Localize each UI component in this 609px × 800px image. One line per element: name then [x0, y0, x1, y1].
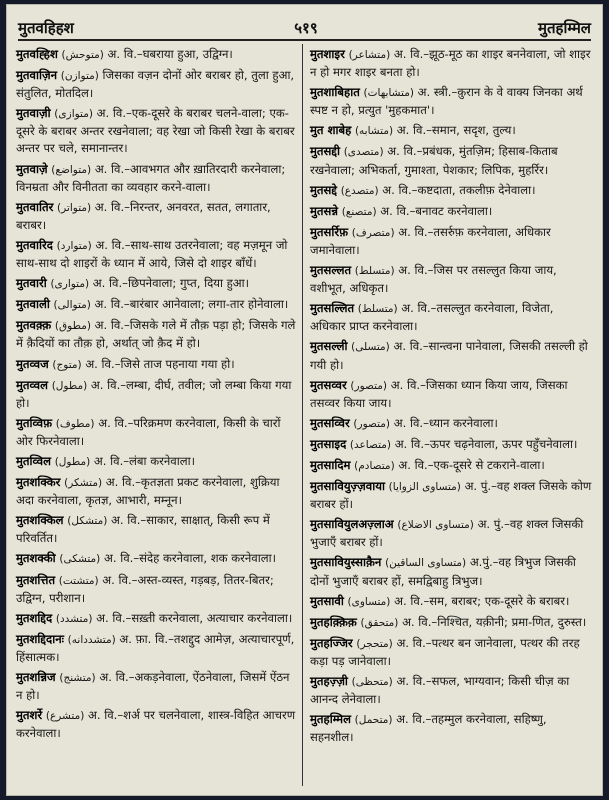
definition: अ. वि.–बनावट करनेवाला।: [380, 203, 493, 218]
dictionary-entry: [16, 377, 298, 412]
headword: मुतसल्ली: [310, 339, 348, 354]
definition: अ. वि.–परिक्रमण करनेवाला, किसी के चारों ओर फिरनेवाला।: [16, 415, 281, 448]
urdu-spelling: (متساوی الساقین): [385, 557, 467, 570]
urdu-spelling: (متواضع): [51, 163, 92, 176]
headword: मुतहज़्ज़ी: [310, 674, 348, 688]
urdu-spelling: (متصاعد): [349, 438, 392, 451]
dictionary-entry: [310, 711, 592, 746]
headword: मुतसन्ने: [310, 203, 338, 218]
urdu-spelling: (مطوف): [55, 417, 95, 430]
definition: अ. वि.–समान, सदृश, तुल्य।: [396, 123, 516, 138]
definition: अ. वि.–सान्त्वना पानेवाला, जिसकी तसल्ली हो गयी हो।: [310, 339, 588, 372]
definition: अ. वि.–सम, बराबर; एक-दूसरे के बराबर।: [394, 593, 570, 608]
definition: अ. वि.–ऊपर चढ़नेवाला, ऊपर पहुँचनेवाला।: [394, 436, 578, 451]
dictionary-entry: [16, 46, 298, 64]
definition: अ. वि.–शर्अ पर चलनेवाला, शास्त्र-विहित आचरण करनेवाला।: [16, 708, 296, 741]
dictionary-page: [6, 4, 603, 796]
headword: मुतसादिम: [310, 457, 351, 472]
headword: मुतहम्मिल: [310, 712, 351, 727]
dictionary-entry: [310, 673, 592, 708]
headword: मुतसद्दे: [310, 182, 337, 197]
definition: अ. वि.–आवभगत और ख़ातिरदारी करनेवाला; विनम्रता और विनीतता का व्यवहार करने-वाला।: [16, 161, 286, 194]
definition: अ. वि.–साकार, साक्षात्, किसी रूप में परिवर्तित।: [16, 513, 270, 546]
dictionary-entry: [310, 143, 592, 178]
definition: अ. पुं.–वह शक्ल जिसके कोण बराबर हों।: [310, 479, 592, 512]
headword: मुतशाइर: [310, 47, 345, 61]
dictionary-entry: [310, 338, 592, 373]
headword: मुतवाली: [16, 297, 50, 312]
definition: अ. वि.–लम्बा, दीर्घ, तवील; जो लम्बा किया गया हो।: [16, 377, 292, 410]
definition: अ. वि.–घबराया हुआ, उद्विग्न।: [107, 47, 233, 61]
dictionary-entry: [310, 516, 592, 551]
headword: मुतशर्रे: [16, 708, 43, 723]
urdu-spelling: (متسلی): [351, 341, 390, 354]
headword: मुतशद्दिद: [16, 610, 53, 625]
urdu-spelling: (متسلط): [357, 303, 398, 316]
definition: अ. वि.–कृतज्ञता प्रकट करनेवाला, शुक्रिया अदा करनेवाला, कृतज्ञ, आभारी, मम्नून।: [16, 475, 280, 508]
definition: अ. वि.–जिसका ध्यान किया जाय, जिसका तसव्वर किया जाय।: [310, 377, 568, 410]
urdu-spelling: (متحظی): [351, 676, 393, 688]
dictionary-entry: [310, 262, 592, 297]
urdu-spelling: (متشنج): [59, 672, 96, 684]
dictionary-entry: [310, 203, 592, 221]
headword: मुतसाइद: [310, 436, 347, 451]
headword: मुतसव्विर: [310, 415, 350, 430]
column-divider: [302, 44, 303, 786]
urdu-spelling: (متوحش): [61, 49, 104, 61]
definition: अ. वि.–जिसे ताज पहनाया गया हो।: [85, 356, 235, 371]
urdu-spelling: (متسلط): [354, 265, 395, 278]
headword: मुतशन्निज: [16, 670, 56, 684]
definition: अ. वि.–साथ-साथ उतरनेवाला; वह मज़मून जो साथ-साथ दो शाइरों के ध्यान में आये, जिसे दो शाइर बाँधें।: [16, 237, 288, 271]
definition: अ. पुं.–वह शक्ल जिसकी भुजाएँ बराबर हों।: [310, 517, 584, 550]
urdu-spelling: (متحمل): [354, 714, 393, 727]
urdu-spelling: (متوالی): [53, 299, 91, 312]
urdu-spelling: (متشددانه): [67, 633, 116, 646]
urdu-spelling: (متصور): [353, 417, 391, 430]
headword: मुतवाज़ी: [16, 106, 51, 121]
urdu-spelling: (متواری): [50, 278, 90, 291]
dictionary-entry: [310, 457, 592, 475]
urdu-spelling: (متصدی): [343, 146, 384, 159]
dictionary-entry: [16, 356, 298, 374]
dictionary-entry: [310, 46, 592, 81]
headword: मुतसावियुस्साक़ैन: [310, 555, 382, 570]
definition: अ. वि.–अस्त-व्यस्त, गड़बड़, तितर-बितर; उद्विग्न, परीशान।: [16, 572, 274, 605]
header-right-guideword: मुतहम्मिल: [537, 19, 591, 37]
urdu-spelling: (متساوی الزوایا): [388, 481, 461, 494]
definition: अ. स्त्री.–क़ुरान के वे वाक्य जिनका अर्थ स्पष्ट न हो, प्रत्युत 'मुहकमात'।: [310, 85, 583, 118]
headword: मुतवातिर: [16, 199, 54, 214]
urdu-spelling: (متصنع): [341, 205, 377, 218]
urdu-spelling: (مطول): [51, 379, 88, 392]
headword: मुतवाज़े: [16, 161, 48, 176]
dictionary-entry: [16, 199, 298, 234]
dictionary-entry: [310, 415, 592, 433]
dictionary-entry: [16, 610, 298, 628]
definition: अ. वि.–लंबा करनेवाला।: [93, 453, 196, 468]
urdu-spelling: (متوازن): [60, 70, 99, 83]
dictionary-entry: [310, 182, 592, 200]
dictionary-entry: [310, 614, 592, 632]
definition: अ. वि.–तसर्रुफ़ करनेवाला, अधिकार जमानेवाला।: [310, 224, 551, 257]
urdu-spelling: (متشرع): [45, 710, 85, 723]
urdu-spelling: (متشکل): [67, 515, 108, 528]
dictionary-entry: [16, 572, 298, 607]
headword: मुतसव्वर: [310, 377, 347, 392]
dictionary-entry: [16, 275, 298, 293]
urdu-spelling: (متوج): [52, 358, 82, 371]
urdu-spelling: (متشتت): [58, 574, 99, 587]
headword: मुतहक़्क़िक़: [310, 614, 357, 629]
dictionary-entry: [310, 377, 592, 412]
urdu-spelling: (متشاعر): [348, 49, 391, 61]
definition: अ. वि.–झूठ-मूठ का शाइर बननेवाला, जो शाइर न हो मगर शाइर बनता हो।: [310, 47, 591, 80]
headword: मुतसर्रिफ़: [310, 224, 349, 239]
dictionary-entry: [16, 415, 298, 450]
urdu-spelling: (متوارد): [56, 239, 92, 252]
headword: मुतवक़्क़: [16, 318, 52, 333]
header-rule: [18, 39, 591, 41]
headword: मुत शाबेह: [310, 123, 352, 138]
dictionary-entry: [310, 84, 592, 119]
dictionary-entry: [310, 593, 592, 611]
definition: जिसका वज़न दोनों ओर बराबर हो, तुला हुआ, संतुलित, मोतदिल।: [16, 68, 295, 101]
definition: अ. वि.–ध्यान करनेवाला।: [393, 415, 498, 430]
urdu-spelling: (مطول): [54, 455, 91, 468]
headword: मुतशद्दिदानः: [16, 631, 64, 646]
headword: मुतशक्किल: [16, 513, 64, 528]
definition: अ. फ़ा. वि.–तशद्दुद आमेज़, अत्याचारपूर्ण, हिंसात्मक।: [16, 631, 295, 664]
page-number: ५१९: [294, 19, 318, 37]
headword: मुतशाबिहात: [310, 85, 360, 100]
headword: मुतवाज़िन: [16, 68, 58, 83]
urdu-spelling: (متوازی): [54, 108, 93, 121]
dictionary-entry: [310, 122, 592, 140]
urdu-spelling: (متساوی الاضلاع): [397, 519, 474, 532]
dictionary-entry: [16, 474, 298, 509]
dictionary-entry: [16, 105, 298, 157]
headword: मुतव्वज: [16, 356, 49, 371]
definition: अ. वि.–सख़्ती करनेवाला, अत्याचार करनेवाला।: [96, 610, 293, 625]
definition: अ. वि.–एक-दूसरे के बराबर चलने-वाला; एक-दूसरे के बराबर अन्तर रखनेवाला; वह रेखा जो किसी रेखा के बराबर अन्तर पर चले, समानान्तर।: [16, 106, 295, 156]
urdu-spelling: (متحقق): [360, 616, 399, 629]
right-column: [310, 46, 592, 786]
dictionary-entry: [310, 635, 592, 670]
definition: अ. वि.–एक-दूसरे से टकराने-वाला।: [398, 457, 545, 472]
headword: मुतवारी: [16, 276, 47, 291]
definition: अ. वि.–पत्थर बन जानेवाला, पत्थर की तरह कड़ा पड़ जानेवाला।: [310, 635, 580, 668]
definition: अ. वि.–बारंबार आनेवाला; लगा-तार होनेवाला।: [94, 297, 289, 312]
definition: अ. वि.–कष्टदाता, तकलीफ़ देनेवाला।: [382, 182, 536, 197]
dictionary-entry: [310, 224, 592, 259]
urdu-spelling: (متواتر): [57, 201, 92, 214]
definition: अ. वि.–निश्चित, यक़ीनी; प्रमा-णित, दुरुस्त।: [402, 614, 587, 629]
urdu-spelling: (متصدع): [340, 184, 379, 197]
headword: मुतव्विफ़: [16, 415, 53, 430]
headword: मुतसावियुलअज़्लाअ: [310, 517, 394, 532]
urdu-spelling: (مطوق): [54, 320, 91, 333]
urdu-spelling: (متشدد): [55, 612, 93, 625]
urdu-spelling: (متصادم): [354, 459, 395, 472]
headword: मुतशत्तित: [16, 572, 56, 587]
dictionary-entry: [16, 317, 298, 352]
headword: मुतशक्किर: [16, 475, 61, 490]
headword: मुतसावियुज़्ज़वाया: [310, 479, 385, 494]
urdu-spelling: (متساوی): [347, 595, 391, 608]
dictionary-entry: [16, 67, 298, 102]
definition: अ. वि.–तहम्मुल करनेवाला, सहिष्णु, सहनशील।: [310, 712, 547, 745]
definition: अ. वि.–अकड़नेवाला, ऐंठनेवाला, जिसमें ऐंठन न हो।: [16, 670, 290, 703]
header-left-guideword: मुतवहिहश: [18, 19, 74, 37]
definition: अ. वि.–छिपनेवाला; गुप्त, दिया हुआ।: [92, 276, 250, 291]
headword: मुतव्विल: [16, 453, 51, 468]
urdu-spelling: (متشکی): [59, 553, 101, 566]
urdu-spelling: (متشکر): [64, 477, 103, 490]
left-column: [16, 46, 298, 786]
dictionary-entry: [16, 707, 298, 742]
definition: अ. वि.–प्रबंधक, मुंतज़िम; हिसाब-किताब रखनेवाला; अभिकर्ता, गुमाश्ता, पेशकार; लिपिक, मुहर्रिर।: [310, 144, 558, 177]
definition: अ. वि.–जिसके गले में तौक़ पड़ा हो; जिसके गले में क़ैदियों का तौक़ हो, अर्थात् जो क़ैद में हो।: [16, 318, 296, 351]
dictionary-entry: [16, 237, 298, 272]
headword: मुतसल्लित: [310, 301, 355, 316]
headword: मुतव्वल: [16, 377, 48, 392]
urdu-spelling: (متحجر): [356, 637, 393, 650]
headword: मुतसद्दी: [310, 144, 340, 159]
headword: मुतसल्लत: [310, 263, 352, 278]
dictionary-entry: [16, 161, 298, 196]
page-header: [18, 12, 591, 38]
definition: अ. वि.–जिस पर तसल्लुत किया जाय, वशीभूत, अधिकृत।: [310, 263, 557, 296]
dictionary-entry: [310, 300, 592, 335]
dictionary-entry: [310, 478, 592, 513]
dictionary-entry: [310, 554, 592, 589]
urdu-spelling: (متشابه): [354, 125, 394, 138]
definition: अ. वि.–तसल्लुत करनेवाला, विजेता, अधिकार प्राप्त करनेवाला।: [310, 301, 554, 334]
headword: मुतहज्जिर: [310, 635, 353, 650]
urdu-spelling: (متشابهات): [363, 87, 414, 100]
definition: अ. वि.–संदेह करनेवाला, शक करनेवाला।: [103, 551, 276, 566]
dictionary-entry: [16, 550, 298, 568]
dictionary-entry: [16, 669, 298, 704]
definition: अ.पुं.–वह त्रिभुज जिसकी दोनों भुजाएँ बराबर हों, समद्विबाहु त्रिभुज।: [310, 555, 576, 588]
headword: मुतवारिद: [16, 237, 53, 252]
dictionary-entry: [16, 631, 298, 666]
headword: मुतशक्की: [16, 551, 56, 566]
definition: अ. वि.–निरन्तर, अनवरत, सतत, लगातार, बराबर।: [16, 199, 271, 232]
headword: मुतसावी: [310, 593, 344, 608]
dictionary-entry: [16, 296, 298, 314]
dictionary-entry: [16, 453, 298, 471]
dictionary-entry: [16, 512, 298, 547]
urdu-spelling: (متصور): [350, 379, 388, 392]
dictionary-entry: [310, 436, 592, 454]
headword: मुतवह्हिश: [16, 47, 58, 61]
urdu-spelling: (متصرف): [351, 226, 395, 239]
definition: अ. वि.–सफल, भाग्यवान; किसी चीज़ का आनन्द लेनेवाला।: [310, 674, 570, 707]
